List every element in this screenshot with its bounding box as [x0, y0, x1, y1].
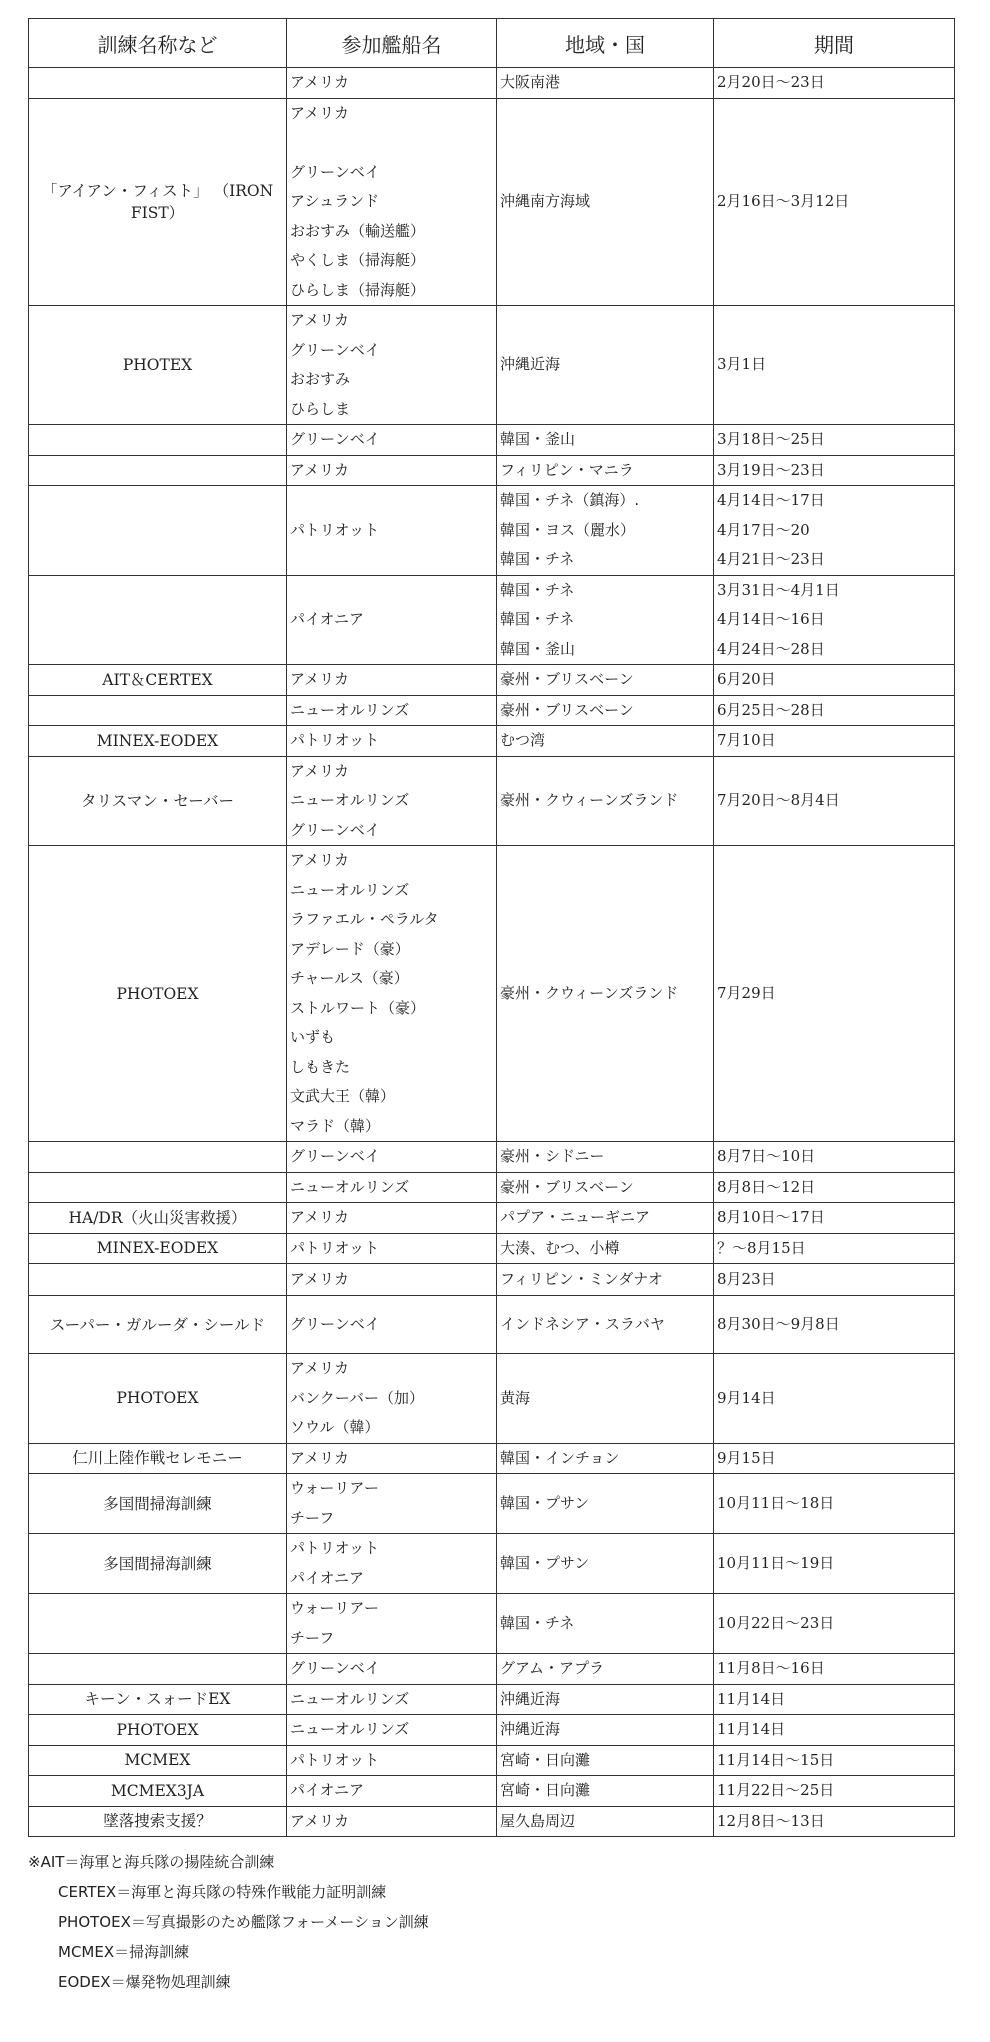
ships-cell: アメリカ: [287, 1806, 497, 1837]
exercise-name-cell: [29, 425, 287, 456]
table-row: [29, 1474, 955, 1534]
exercise-name-cell: 多国間掃海訓練: [29, 1534, 287, 1594]
ships-cell: アメリカ: [287, 68, 497, 99]
table-row: [29, 846, 955, 1142]
region-cell: 豪州・ブリスベーン: [497, 665, 714, 696]
exercise-name-cell: MINEX-EODEX: [29, 1233, 287, 1264]
exercise-name-cell: PHOTEX: [29, 306, 287, 425]
table-row: [29, 1594, 955, 1654]
period-cell: 11月8日～16日: [714, 1654, 955, 1685]
period-cell: 11月14日: [714, 1684, 955, 1715]
ships-cell: アメリカ: [287, 665, 497, 696]
table-row: [29, 68, 955, 99]
period-cell: 10月11日～18日: [714, 1474, 955, 1534]
ships-cell: パイオニア: [287, 575, 497, 665]
ships-cell: ニューオルリンズ: [287, 1684, 497, 1715]
ships-cell: アメリカ バンクーバー（加） ソウル（韓）: [287, 1354, 497, 1444]
footnote-line: CERTEX＝海軍と海兵隊の特殊作戦能力証明訓練: [28, 1883, 387, 1901]
footnote-line: EODEX＝爆発物処理訓練: [28, 1973, 231, 1991]
region-cell: 宮崎・日向灘: [497, 1745, 714, 1776]
exercise-name-cell: HA/DR（火山災害救援）: [29, 1203, 287, 1234]
exercise-name-cell: [29, 1142, 287, 1173]
ships-cell: ウォーリアー チーフ: [287, 1594, 497, 1654]
period-cell: ？～8月15日: [714, 1233, 955, 1264]
exercise-name-cell: 墜落捜索支援？: [29, 1806, 287, 1837]
exercise-name-cell: 多国間掃海訓練: [29, 1474, 287, 1534]
exercise-name-cell: MCMEX: [29, 1745, 287, 1776]
region-cell: 屋久島周辺: [497, 1806, 714, 1837]
header-region: 地域・国: [497, 19, 714, 68]
exercise-name-cell: AIT＆CERTEX: [29, 665, 287, 696]
region-cell: 黄海: [497, 1354, 714, 1444]
period-cell: 11月14日: [714, 1715, 955, 1746]
region-cell: フィリピン・マニラ: [497, 455, 714, 486]
table-row: [29, 695, 955, 726]
period-cell: 9月15日: [714, 1443, 955, 1474]
table-row: [29, 1745, 955, 1776]
period-cell: 12月8日～13日: [714, 1806, 955, 1837]
exercise-name-cell: 「アイアン・フィスト」 （IRON FIST）: [29, 98, 287, 306]
footnotes: [28, 1847, 954, 1997]
exercise-name-cell: キーン・スォードEX: [29, 1684, 287, 1715]
region-cell: 沖縄近海: [497, 306, 714, 425]
table-row: [29, 1296, 955, 1354]
table-row: [29, 98, 955, 306]
table-row: [29, 575, 955, 665]
exercise-name-cell: [29, 1172, 287, 1203]
footnote-line: ※AIT＝海軍と海兵隊の揚陸統合訓練: [28, 1853, 275, 1871]
period-cell: 10月22日～23日: [714, 1594, 955, 1654]
exercise-name-cell: 仁川上陸作戦セレモニー: [29, 1443, 287, 1474]
region-cell: 韓国・チネ 韓国・チネ 韓国・釜山: [497, 575, 714, 665]
table-row: [29, 1443, 955, 1474]
ships-cell: アメリカ: [287, 1203, 497, 1234]
ships-cell: パトリオット: [287, 1233, 497, 1264]
period-cell: 8月7日～10日: [714, 1142, 955, 1173]
exercise-name-cell: PHOTOEX: [29, 1354, 287, 1444]
table-row: [29, 306, 955, 425]
table-header-row: [29, 19, 955, 68]
ships-cell: アメリカ: [287, 455, 497, 486]
period-cell: 7月10日: [714, 726, 955, 757]
table-row: [29, 1354, 955, 1444]
region-cell: 豪州・シドニー: [497, 1142, 714, 1173]
ships-cell: アメリカ ニューオルリンズ ラファエル・ペラルタ アデレード（豪） チャールス（豪） ストルワート（豪） いずも しもきた 文武大王（韓） マラド（韓）: [287, 846, 497, 1142]
footnote-line: PHOTOEX＝写真撮影のため艦隊フォーメーション訓練: [28, 1913, 429, 1931]
ships-cell: ウォーリアー チーフ: [287, 1474, 497, 1534]
exercise-name-cell: [29, 695, 287, 726]
exercise-name-cell: MINEX-EODEX: [29, 726, 287, 757]
ships-cell: パトリオット: [287, 726, 497, 757]
exercise-name-cell: タリスマン・セーバー: [29, 756, 287, 846]
region-cell: 沖縄近海: [497, 1684, 714, 1715]
period-cell: 8月10日～17日: [714, 1203, 955, 1234]
table-row: [29, 1172, 955, 1203]
period-cell: 8月8日～12日: [714, 1172, 955, 1203]
period-cell: 8月30日～9月8日: [714, 1296, 955, 1354]
period-cell: 6月25日～28日: [714, 695, 955, 726]
header-ships: 参加艦船名: [287, 19, 497, 68]
table-row: [29, 1654, 955, 1685]
region-cell: フィリピン・ミンダナオ: [497, 1264, 714, 1296]
table-row: [29, 1684, 955, 1715]
table-row: [29, 486, 955, 576]
period-cell: 7月20日～8月4日: [714, 756, 955, 846]
period-cell: 2月16日～3月12日: [714, 98, 955, 306]
region-cell: 大湊、むつ、小樽: [497, 1233, 714, 1264]
header-exercise-name: 訓練名称など: [29, 19, 287, 68]
table-row: [29, 726, 955, 757]
region-cell: 大阪南港: [497, 68, 714, 99]
table-row: [29, 1142, 955, 1173]
ships-cell: アメリカ ニューオルリンズ グリーンベイ: [287, 756, 497, 846]
ships-cell: アメリカ グリーンベイ アシュランド おおすみ（輸送艦） やくしま（掃海艇） ひらしま（掃海艇）: [287, 98, 497, 306]
period-cell: 7月29日: [714, 846, 955, 1142]
exercise-name-cell: [29, 486, 287, 576]
period-cell: 10月11日～19日: [714, 1534, 955, 1594]
exercise-name-cell: PHOTOEX: [29, 1715, 287, 1746]
exercise-name-cell: [29, 68, 287, 99]
period-cell: 11月22日～25日: [714, 1776, 955, 1807]
region-cell: 豪州・クウィーンズランド: [497, 846, 714, 1142]
region-cell: むつ湾: [497, 726, 714, 757]
region-cell: 豪州・クウィーンズランド: [497, 756, 714, 846]
exercise-table: [28, 18, 955, 1837]
region-cell: 豪州・ブリスベーン: [497, 695, 714, 726]
region-cell: グアム・アプラ: [497, 1654, 714, 1685]
region-cell: 韓国・釜山: [497, 425, 714, 456]
ships-cell: グリーンベイ: [287, 1296, 497, 1354]
exercise-name-cell: [29, 455, 287, 486]
period-cell: 9月14日: [714, 1354, 955, 1444]
period-cell: 3月1日: [714, 306, 955, 425]
table-row: [29, 1806, 955, 1837]
region-cell: 沖縄南方海域: [497, 98, 714, 306]
table-row: [29, 1203, 955, 1234]
ships-cell: グリーンベイ: [287, 425, 497, 456]
ships-cell: アメリカ グリーンベイ おおすみ ひらしま: [287, 306, 497, 425]
exercise-name-cell: MCMEX3JA: [29, 1776, 287, 1807]
ships-cell: パトリオット パイオニア: [287, 1534, 497, 1594]
exercise-name-cell: [29, 1264, 287, 1296]
document: [28, 18, 954, 1997]
ships-cell: ニューオルリンズ: [287, 695, 497, 726]
region-cell: 韓国・プサン: [497, 1534, 714, 1594]
footnote-line: MCMEX＝掃海訓練: [28, 1943, 190, 1961]
region-cell: 韓国・チネ（鎮海）. 韓国・ヨス（麗水） 韓国・チネ: [497, 486, 714, 576]
period-cell: 3月31日～4月1日 4月14日～16日 4月24日～28日: [714, 575, 955, 665]
period-cell: 2月20日～23日: [714, 68, 955, 99]
ships-cell: パトリオット: [287, 1745, 497, 1776]
region-cell: 宮崎・日向灘: [497, 1776, 714, 1807]
region-cell: 韓国・インチョン: [497, 1443, 714, 1474]
table-row: [29, 1534, 955, 1594]
region-cell: 韓国・プサン: [497, 1474, 714, 1534]
ships-cell: グリーンベイ: [287, 1654, 497, 1685]
region-cell: 韓国・チネ: [497, 1594, 714, 1654]
period-cell: 8月23日: [714, 1264, 955, 1296]
table-row: [29, 1776, 955, 1807]
ships-cell: グリーンベイ: [287, 1142, 497, 1173]
region-cell: 豪州・ブリスベーン: [497, 1172, 714, 1203]
period-cell: 3月19日～23日: [714, 455, 955, 486]
exercise-name-cell: [29, 1594, 287, 1654]
period-cell: 3月18日～25日: [714, 425, 955, 456]
header-period: 期間: [714, 19, 955, 68]
period-cell: 6月20日: [714, 665, 955, 696]
table-row: [29, 1715, 955, 1746]
ships-cell: アメリカ: [287, 1264, 497, 1296]
table-row: [29, 455, 955, 486]
region-cell: 沖縄近海: [497, 1715, 714, 1746]
region-cell: パプア・ニューギニア: [497, 1203, 714, 1234]
ships-cell: パイオニア: [287, 1776, 497, 1807]
ships-cell: ニューオルリンズ: [287, 1172, 497, 1203]
ships-cell: アメリカ: [287, 1443, 497, 1474]
ships-cell: ニューオルリンズ: [287, 1715, 497, 1746]
exercise-name-cell: [29, 1654, 287, 1685]
table-row: [29, 1264, 955, 1296]
table-row: [29, 665, 955, 696]
region-cell: インドネシア・スラバヤ: [497, 1296, 714, 1354]
ships-cell: パトリオット: [287, 486, 497, 576]
table-row: [29, 1233, 955, 1264]
table-row: [29, 756, 955, 846]
period-cell: 4月14日～17日 4月17日～20 4月21日～23日: [714, 486, 955, 576]
exercise-name-cell: [29, 575, 287, 665]
exercise-name-cell: スーパー・ガルーダ・シールド: [29, 1296, 287, 1354]
table-row: [29, 425, 955, 456]
exercise-name-cell: PHOTOEX: [29, 846, 287, 1142]
period-cell: 11月14日～15日: [714, 1745, 955, 1776]
